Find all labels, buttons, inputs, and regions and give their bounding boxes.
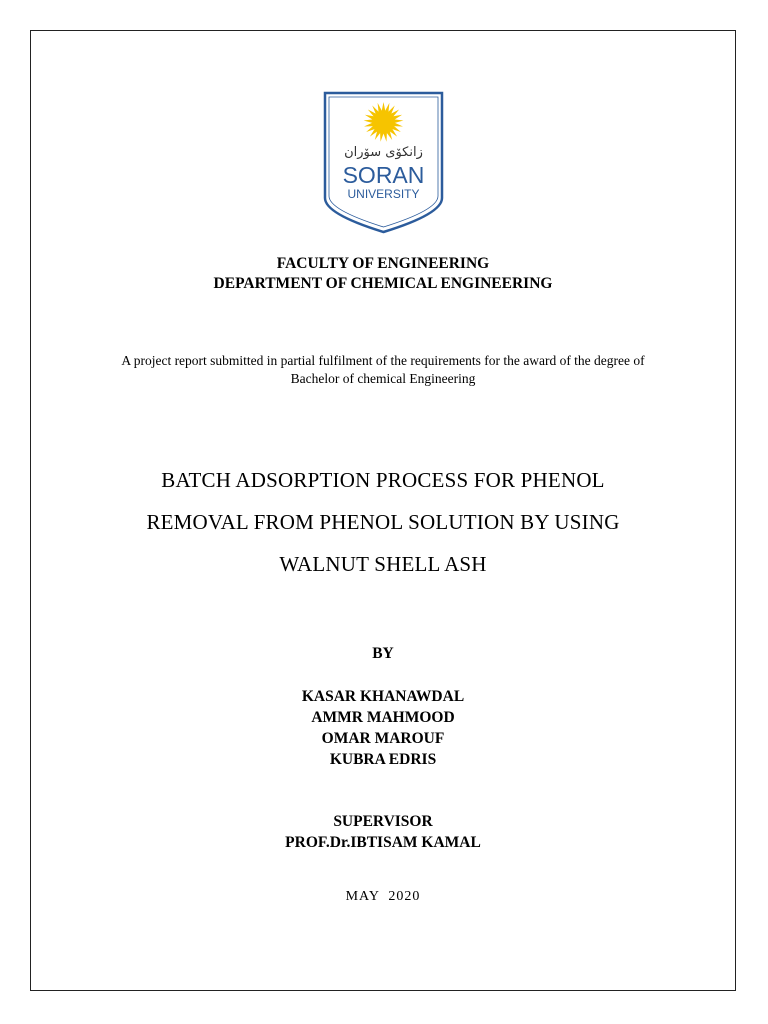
project-statement [30,352,736,388]
project-statement-line-2: Bachelor of chemical Engineering [290,371,476,386]
faculty-heading [30,254,736,294]
author-name: AMMR MAHMOOD [311,709,455,726]
supervisor-name: PROF.Dr.IBTISAM KAMAL [285,834,481,851]
submission-date: MAY 2020 [345,889,421,904]
author-list [30,686,736,770]
report-title-line-1: BATCH ADSORPTION PROCESS FOR PHENOL [161,468,605,492]
author-name: KUBRA EDRIS [329,751,437,768]
faculty-name: FACULTY OF ENGINEERING [276,255,490,272]
logo-arabic-name: زانکۆی سۆران [344,145,423,160]
by-label: BY [372,645,394,662]
author-name: KASAR KHANAWDAL [301,688,465,705]
soran-university-logo [322,90,445,235]
report-title-line-3: WALNUT SHELL ASH [279,552,487,576]
supervisor-block [30,811,736,853]
author-name: OMAR MAROUF [321,730,445,747]
supervisor-label: SUPERVISOR [333,813,433,830]
logo-name-soran: SORAN [342,162,425,188]
logo-name-university: UNIVERSITY [347,187,420,201]
department-name: DEPARTMENT OF CHEMICAL ENGINEERING [213,275,553,292]
project-statement-line-1: A project report submitted in partial fulfilment of the requirements for the award of the degree of [121,353,645,368]
report-title [30,459,736,585]
report-title-line-2: REMOVAL FROM PHENOL SOLUTION BY USING [146,510,620,534]
